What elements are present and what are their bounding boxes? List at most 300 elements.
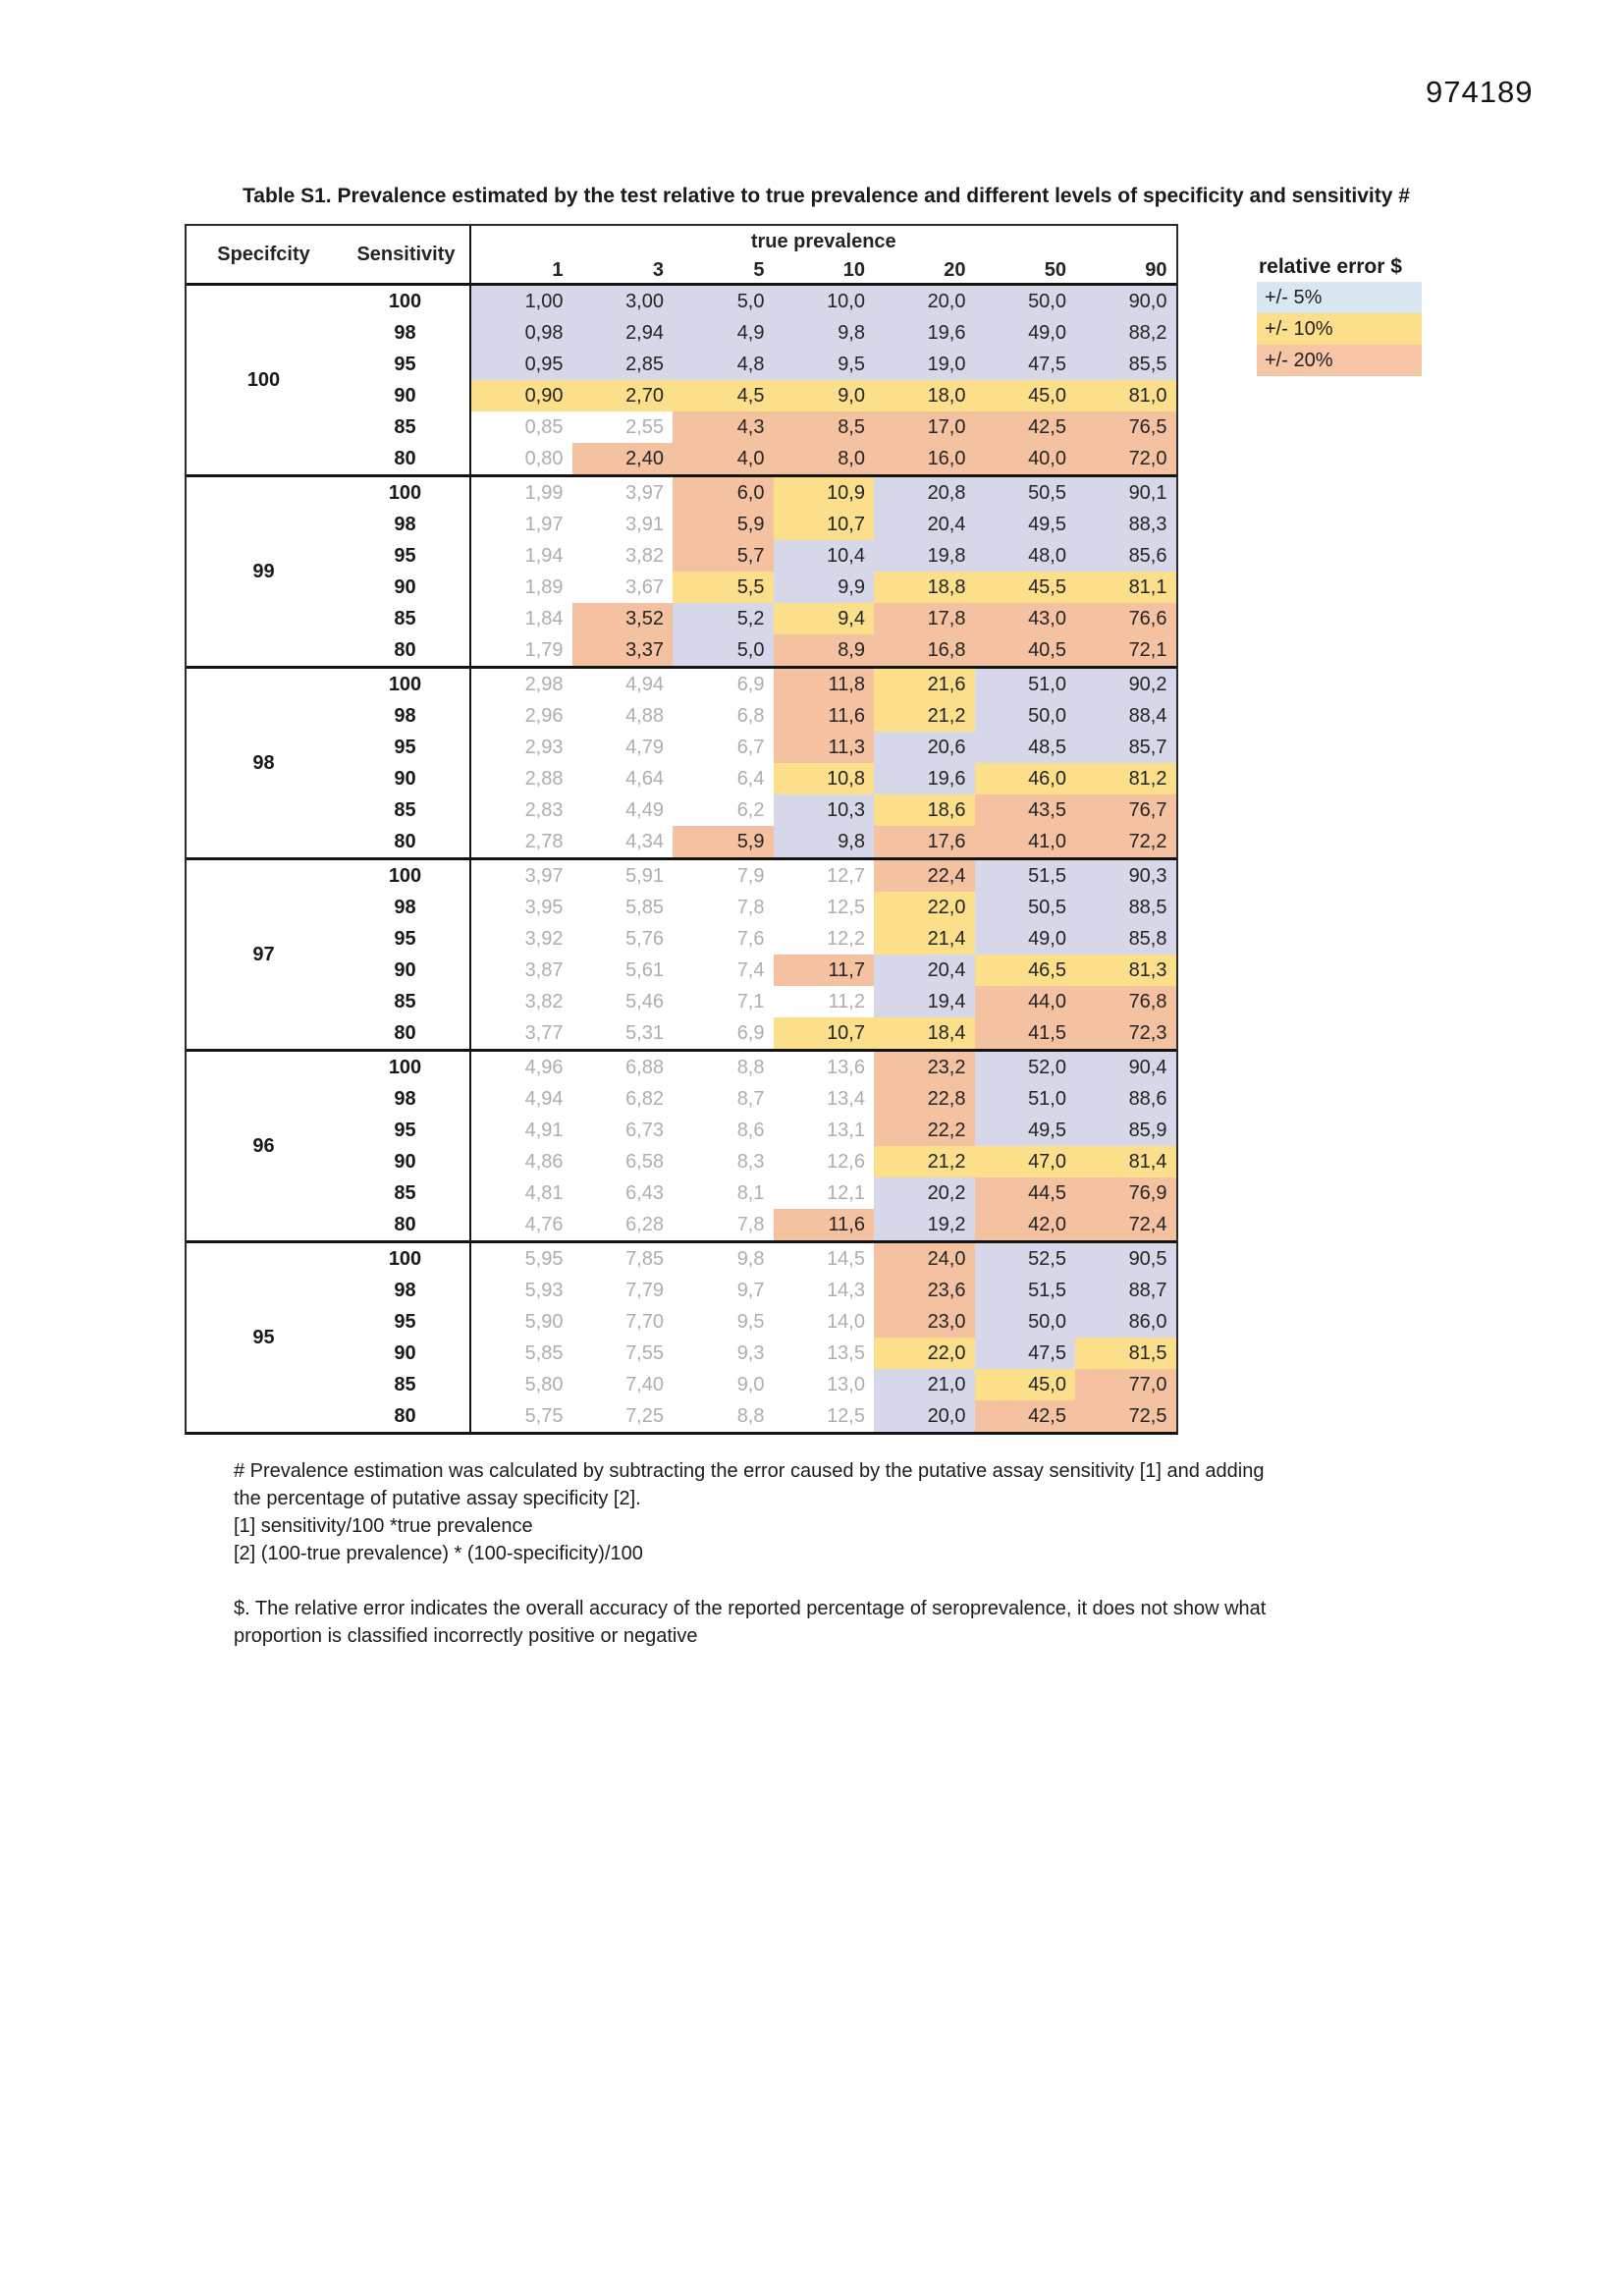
specificity-label: 95: [252, 1326, 275, 1348]
data-cell: 11,2: [828, 991, 865, 1012]
footnote-relative-error: [234, 1595, 1266, 1650]
data-cell: 90,0: [1075, 286, 1176, 317]
data-cell: 43,0: [975, 603, 1076, 634]
data-cell: 10,9: [774, 477, 875, 509]
data-cell: 8,9: [774, 634, 875, 666]
data-cell: 4,88: [625, 705, 664, 727]
data-cell: 5,0: [673, 634, 774, 666]
data-cell: 7,85: [625, 1248, 664, 1270]
data-cell: 8,1: [736, 1182, 765, 1204]
sensitivity-label: 90: [341, 955, 471, 986]
sensitivity-label: 85: [341, 603, 471, 634]
data-cell: 3,92: [524, 928, 564, 950]
data-cell: 13,0: [827, 1374, 865, 1395]
prevalence-value-header: 3: [652, 259, 664, 281]
data-cell: 6,0: [673, 477, 774, 509]
data-cell: 2,98: [524, 674, 564, 695]
data-cell: 13,1: [827, 1120, 865, 1141]
data-cell: 12,6: [827, 1151, 865, 1173]
data-cell: 19,0: [874, 349, 975, 380]
data-cell: 16,0: [874, 443, 975, 474]
data-cell: 4,86: [524, 1151, 564, 1173]
data-cell: 6,88: [625, 1057, 664, 1078]
data-cell: 4,79: [625, 737, 664, 758]
data-cell: 12,5: [827, 897, 865, 918]
data-cell: 9,8: [774, 826, 875, 857]
data-cell: 51,5: [975, 860, 1076, 892]
data-cell: 72,0: [1075, 443, 1176, 474]
specificity-label: 100: [246, 368, 281, 391]
data-cell: 12,1: [827, 1182, 865, 1204]
data-cell: 40,5: [975, 634, 1076, 666]
sensitivity-label: 85: [341, 1177, 471, 1209]
data-cell: 0,80: [524, 448, 564, 469]
sensitivity-label: 100: [341, 1243, 471, 1275]
data-cell: 77,0: [1075, 1369, 1176, 1400]
data-cell: 5,9: [673, 826, 774, 857]
sensitivity-label: 90: [341, 1146, 471, 1177]
data-cell: 16,8: [874, 634, 975, 666]
data-cell: 6,28: [625, 1214, 664, 1235]
data-cell: 20,4: [874, 955, 975, 986]
data-cell: 17,0: [874, 411, 975, 443]
data-cell: 90,3: [1075, 860, 1176, 892]
data-cell: 4,94: [524, 1088, 564, 1110]
footnote-line: $. The relative error indicates the overall accuracy of the reported percentage of seroprevalence, it does not show what: [234, 1598, 1267, 1619]
true-prevalence-label: true prevalence: [750, 231, 896, 252]
data-cell: 3,97: [524, 865, 564, 887]
data-cell: 22,8: [874, 1083, 975, 1115]
specificity-label: 98: [252, 751, 275, 774]
data-cell: 85,8: [1075, 923, 1176, 955]
manuscript-number: 974189: [1426, 75, 1534, 109]
data-cell: 7,79: [625, 1280, 664, 1301]
data-cell: 21,2: [874, 700, 975, 732]
sensitivity-label: 98: [341, 317, 471, 349]
specificity-block-96: [187, 1049, 1176, 1240]
data-cell: 7,8: [736, 897, 765, 918]
data-cell: 5,9: [673, 509, 774, 540]
prevalence-value-header: 5: [753, 259, 765, 281]
data-cell: 10,7: [774, 509, 875, 540]
data-cell: 14,3: [827, 1280, 865, 1301]
data-cell: 90,5: [1075, 1243, 1176, 1275]
data-cell: 5,90: [524, 1311, 564, 1333]
data-cell: 88,3: [1075, 509, 1176, 540]
data-cell: 81,4: [1075, 1146, 1176, 1177]
data-cell: 5,2: [673, 603, 774, 634]
specificity-column-header: Specifcity: [217, 243, 310, 265]
data-cell: 8,7: [736, 1088, 765, 1110]
sensitivity-label: 100: [341, 860, 471, 892]
data-cell: 9,0: [736, 1374, 765, 1395]
true-prevalence-header: [471, 226, 1176, 283]
footnote-line: [2] (100-true prevalence) * (100-specificity)/100: [234, 1543, 643, 1564]
legend-title: relative error $: [1259, 255, 1402, 278]
data-cell: 20,6: [874, 732, 975, 763]
data-cell: 85,9: [1075, 1115, 1176, 1146]
data-cell: 85,5: [1075, 349, 1176, 380]
data-cell: 45,5: [975, 572, 1076, 603]
data-cell: 1,00: [471, 286, 572, 317]
data-cell: 22,4: [874, 860, 975, 892]
sensitivity-label: 80: [341, 634, 471, 666]
footnote-line: [1] sensitivity/100 *true prevalence: [234, 1515, 533, 1537]
sensitivity-label: 80: [341, 1400, 471, 1432]
sensitivity-label: 95: [341, 732, 471, 763]
data-cell: 81,1: [1075, 572, 1176, 603]
specificity-label: 99: [252, 560, 275, 582]
data-cell: 48,5: [975, 732, 1076, 763]
data-cell: 7,55: [625, 1342, 664, 1364]
data-cell: 3,77: [524, 1022, 564, 1044]
data-cell: 18,6: [874, 794, 975, 826]
data-cell: 0,90: [471, 380, 572, 411]
data-cell: 4,81: [524, 1182, 564, 1204]
specificity-label: 97: [252, 943, 275, 965]
sensitivity-label: 90: [341, 380, 471, 411]
data-cell: 11,6: [774, 1209, 875, 1240]
data-cell: 41,5: [975, 1017, 1076, 1049]
data-cell: 3,52: [572, 603, 674, 634]
data-cell: 81,0: [1075, 380, 1176, 411]
data-cell: 12,2: [827, 928, 865, 950]
data-cell: 5,61: [625, 959, 664, 981]
data-cell: 44,5: [975, 1177, 1076, 1209]
sensitivity-label: 80: [341, 1209, 471, 1240]
data-cell: 4,9: [673, 317, 774, 349]
data-cell: 11,7: [774, 955, 875, 986]
data-cell: 88,7: [1075, 1275, 1176, 1306]
sensitivity-label: 90: [341, 763, 471, 794]
data-cell: 90,2: [1075, 669, 1176, 700]
data-cell: 4,91: [524, 1120, 564, 1141]
data-cell: 1,79: [524, 639, 564, 661]
sensitivity-label: 80: [341, 443, 471, 474]
data-cell: 1,94: [524, 545, 564, 567]
data-cell: 8,5: [774, 411, 875, 443]
footnote-line: the percentage of putative assay specificity [2].: [234, 1488, 641, 1509]
data-cell: 0,85: [524, 416, 564, 438]
data-cell: 46,5: [975, 955, 1076, 986]
data-cell: 42,5: [975, 411, 1076, 443]
data-cell: 72,3: [1075, 1017, 1176, 1049]
data-cell: 3,67: [625, 576, 664, 598]
sensitivity-label: 98: [341, 892, 471, 923]
data-cell: 48,0: [975, 540, 1076, 572]
data-cell: 6,73: [625, 1120, 664, 1141]
data-cell: 72,5: [1075, 1400, 1176, 1432]
data-cell: 88,2: [1075, 317, 1176, 349]
data-cell: 8,8: [736, 1057, 765, 1078]
data-cell: 13,6: [827, 1057, 865, 1078]
data-cell: 10,0: [774, 286, 875, 317]
data-cell: 52,0: [975, 1052, 1076, 1083]
data-cell: 22,0: [874, 1338, 975, 1369]
data-cell: 49,5: [975, 1115, 1076, 1146]
data-cell: 4,34: [625, 831, 664, 852]
specificity-block-97: [187, 857, 1176, 1049]
data-cell: 12,7: [827, 865, 865, 887]
data-cell: 76,6: [1075, 603, 1176, 634]
data-cell: 3,37: [572, 634, 674, 666]
legend-item-20pct: +/- 20%: [1257, 345, 1422, 376]
data-cell: 50,0: [975, 1306, 1076, 1338]
data-cell: 1,89: [524, 576, 564, 598]
data-cell: 45,0: [975, 1369, 1076, 1400]
specificity-block-100: [187, 286, 1176, 474]
data-cell: 47,5: [975, 349, 1076, 380]
data-cell: 4,3: [673, 411, 774, 443]
data-cell: 52,5: [975, 1243, 1076, 1275]
data-cell: 8,6: [736, 1120, 765, 1141]
data-cell: 5,95: [524, 1248, 564, 1270]
data-cell: 23,6: [874, 1275, 975, 1306]
data-cell: 2,88: [524, 768, 564, 790]
sensitivity-label: 100: [341, 477, 471, 509]
data-cell: 24,0: [874, 1243, 975, 1275]
data-cell: 3,82: [524, 991, 564, 1012]
data-cell: 19,8: [874, 540, 975, 572]
legend-item-5pct: +/- 5%: [1257, 282, 1422, 313]
data-cell: 7,70: [625, 1311, 664, 1333]
data-cell: 4,94: [625, 674, 664, 695]
data-cell: 6,58: [625, 1151, 664, 1173]
data-cell: 81,2: [1075, 763, 1176, 794]
prevalence-table: [185, 224, 1178, 1435]
data-cell: 5,93: [524, 1280, 564, 1301]
data-cell: 18,0: [874, 380, 975, 411]
data-cell: 7,25: [625, 1405, 664, 1427]
data-cell: 20,8: [874, 477, 975, 509]
sensitivity-label: 85: [341, 794, 471, 826]
data-cell: 76,5: [1075, 411, 1176, 443]
data-cell: 4,49: [625, 799, 664, 821]
data-cell: 14,0: [827, 1311, 865, 1333]
data-cell: 1,97: [524, 514, 564, 535]
data-cell: 3,97: [625, 482, 664, 504]
data-cell: 18,4: [874, 1017, 975, 1049]
data-cell: 76,7: [1075, 794, 1176, 826]
data-cell: 8,0: [774, 443, 875, 474]
data-cell: 44,0: [975, 986, 1076, 1017]
prevalence-value-header: 50: [1044, 259, 1066, 281]
data-cell: 11,8: [774, 669, 875, 700]
data-cell: 2,78: [524, 831, 564, 852]
data-cell: 19,6: [874, 317, 975, 349]
data-cell: 76,8: [1075, 986, 1176, 1017]
prevalence-value-header: 20: [944, 259, 966, 281]
data-cell: 51,0: [975, 1083, 1076, 1115]
data-cell: 50,0: [975, 700, 1076, 732]
sensitivity-label: 95: [341, 923, 471, 955]
sensitivity-label: 85: [341, 1369, 471, 1400]
sensitivity-label: 100: [341, 1052, 471, 1083]
footnote-line: # Prevalence estimation was calculated by subtracting the error caused by the putative assay sensitivity [1] and adding: [234, 1460, 1265, 1482]
sensitivity-label: 100: [341, 669, 471, 700]
data-cell: 9,5: [736, 1311, 765, 1333]
data-cell: 50,5: [975, 477, 1076, 509]
data-cell: 7,9: [736, 865, 765, 887]
data-cell: 90,1: [1075, 477, 1176, 509]
data-cell: 5,46: [625, 991, 664, 1012]
data-cell: 76,9: [1075, 1177, 1176, 1209]
data-cell: 23,2: [874, 1052, 975, 1083]
data-cell: 4,96: [524, 1057, 564, 1078]
data-cell: 50,0: [975, 286, 1076, 317]
data-cell: 1,84: [524, 608, 564, 629]
data-cell: 23,0: [874, 1306, 975, 1338]
sensitivity-label: 95: [341, 349, 471, 380]
data-cell: 45,0: [975, 380, 1076, 411]
data-cell: 22,0: [874, 892, 975, 923]
data-cell: 3,87: [524, 959, 564, 981]
data-cell: 50,5: [975, 892, 1076, 923]
sensitivity-label: 95: [341, 540, 471, 572]
sensitivity-label: 95: [341, 1115, 471, 1146]
data-cell: 49,0: [975, 923, 1076, 955]
data-cell: 2,93: [524, 737, 564, 758]
data-cell: 7,8: [736, 1214, 765, 1235]
data-cell: 13,4: [827, 1088, 865, 1110]
data-cell: 10,4: [774, 540, 875, 572]
data-cell: 4,64: [625, 768, 664, 790]
data-cell: 2,40: [572, 443, 674, 474]
specificity-block-98: [187, 666, 1176, 857]
data-cell: 9,4: [774, 603, 875, 634]
data-cell: 9,3: [736, 1342, 765, 1364]
data-cell: 7,40: [625, 1374, 664, 1395]
data-cell: 72,2: [1075, 826, 1176, 857]
data-cell: 21,2: [874, 1146, 975, 1177]
data-cell: 72,1: [1075, 634, 1176, 666]
data-cell: 42,0: [975, 1209, 1076, 1240]
data-cell: 7,1: [736, 991, 765, 1012]
data-cell: 5,0: [673, 286, 774, 317]
data-cell: 8,3: [736, 1151, 765, 1173]
data-cell: 6,7: [736, 737, 765, 758]
data-cell: 81,5: [1075, 1338, 1176, 1369]
data-cell: 2,96: [524, 705, 564, 727]
data-cell: 9,0: [774, 380, 875, 411]
data-cell: 1,99: [524, 482, 564, 504]
data-cell: 5,75: [524, 1405, 564, 1427]
data-cell: 2,55: [625, 416, 664, 438]
prevalence-value-header: 90: [1145, 259, 1167, 281]
sensitivity-label: 90: [341, 572, 471, 603]
data-cell: 5,85: [625, 897, 664, 918]
data-cell: 49,5: [975, 509, 1076, 540]
footnote-line: proportion is classified incorrectly positive or negative: [234, 1625, 698, 1647]
data-cell: 5,80: [524, 1374, 564, 1395]
data-cell: 3,00: [572, 286, 674, 317]
sensitivity-label: 95: [341, 1306, 471, 1338]
data-cell: 5,5: [673, 572, 774, 603]
prevalence-value-headers: [471, 257, 1176, 283]
data-cell: 22,2: [874, 1115, 975, 1146]
data-cell: 5,76: [625, 928, 664, 950]
specificity-block-95: [187, 1240, 1176, 1432]
sensitivity-label: 98: [341, 1083, 471, 1115]
data-cell: 2,94: [572, 317, 674, 349]
data-cell: 21,4: [874, 923, 975, 955]
data-cell: 40,0: [975, 443, 1076, 474]
data-cell: 85,7: [1075, 732, 1176, 763]
data-cell: 9,9: [774, 572, 875, 603]
prevalence-value-header: 1: [552, 259, 564, 281]
data-cell: 3,82: [625, 545, 664, 567]
data-cell: 11,3: [774, 732, 875, 763]
data-cell: 43,5: [975, 794, 1076, 826]
data-cell: 5,7: [673, 540, 774, 572]
data-cell: 0,95: [471, 349, 572, 380]
legend-item-10pct: +/- 10%: [1257, 313, 1422, 345]
data-cell: 9,7: [736, 1280, 765, 1301]
data-cell: 20,0: [874, 286, 975, 317]
data-cell: 21,0: [874, 1369, 975, 1400]
table-body: [187, 286, 1176, 1432]
data-cell: 19,2: [874, 1209, 975, 1240]
data-cell: 6,43: [625, 1182, 664, 1204]
data-cell: 11,6: [774, 700, 875, 732]
data-cell: 88,5: [1075, 892, 1176, 923]
data-cell: 10,8: [774, 763, 875, 794]
sensitivity-column-header: Sensitivity: [356, 243, 456, 265]
data-cell: 6,8: [736, 705, 765, 727]
data-cell: 19,6: [874, 763, 975, 794]
data-cell: 86,0: [1075, 1306, 1176, 1338]
table-header: [187, 226, 1176, 286]
data-cell: 2,70: [572, 380, 674, 411]
data-cell: 9,5: [774, 349, 875, 380]
data-cell: 46,0: [975, 763, 1076, 794]
data-cell: 90,4: [1075, 1052, 1176, 1083]
data-cell: 17,8: [874, 603, 975, 634]
data-cell: 5,85: [524, 1342, 564, 1364]
data-cell: 20,4: [874, 509, 975, 540]
data-cell: 10,3: [774, 794, 875, 826]
sensitivity-label: 85: [341, 986, 471, 1017]
data-cell: 9,8: [736, 1248, 765, 1270]
row-header-labels: [187, 226, 471, 283]
data-cell: 18,8: [874, 572, 975, 603]
data-cell: 49,0: [975, 317, 1076, 349]
data-cell: 42,5: [975, 1400, 1076, 1432]
data-cell: 20,0: [874, 1400, 975, 1432]
data-cell: 6,2: [736, 799, 765, 821]
data-cell: 5,91: [625, 865, 664, 887]
sensitivity-label: 80: [341, 826, 471, 857]
data-cell: 81,3: [1075, 955, 1176, 986]
data-cell: 85,6: [1075, 540, 1176, 572]
data-cell: 4,0: [673, 443, 774, 474]
data-cell: 2,85: [572, 349, 674, 380]
data-cell: 4,76: [524, 1214, 564, 1235]
relative-error-legend: [1257, 282, 1422, 376]
data-cell: 4,8: [673, 349, 774, 380]
data-cell: 5,31: [625, 1022, 664, 1044]
data-cell: 7,4: [736, 959, 765, 981]
sensitivity-label: 85: [341, 411, 471, 443]
data-cell: 6,9: [736, 674, 765, 695]
footnote-calculation: [234, 1457, 1264, 1567]
data-cell: 51,5: [975, 1275, 1076, 1306]
data-cell: 88,6: [1075, 1083, 1176, 1115]
sensitivity-label: 80: [341, 1017, 471, 1049]
data-cell: 13,5: [827, 1342, 865, 1364]
data-cell: 2,83: [524, 799, 564, 821]
data-cell: 6,4: [736, 768, 765, 790]
